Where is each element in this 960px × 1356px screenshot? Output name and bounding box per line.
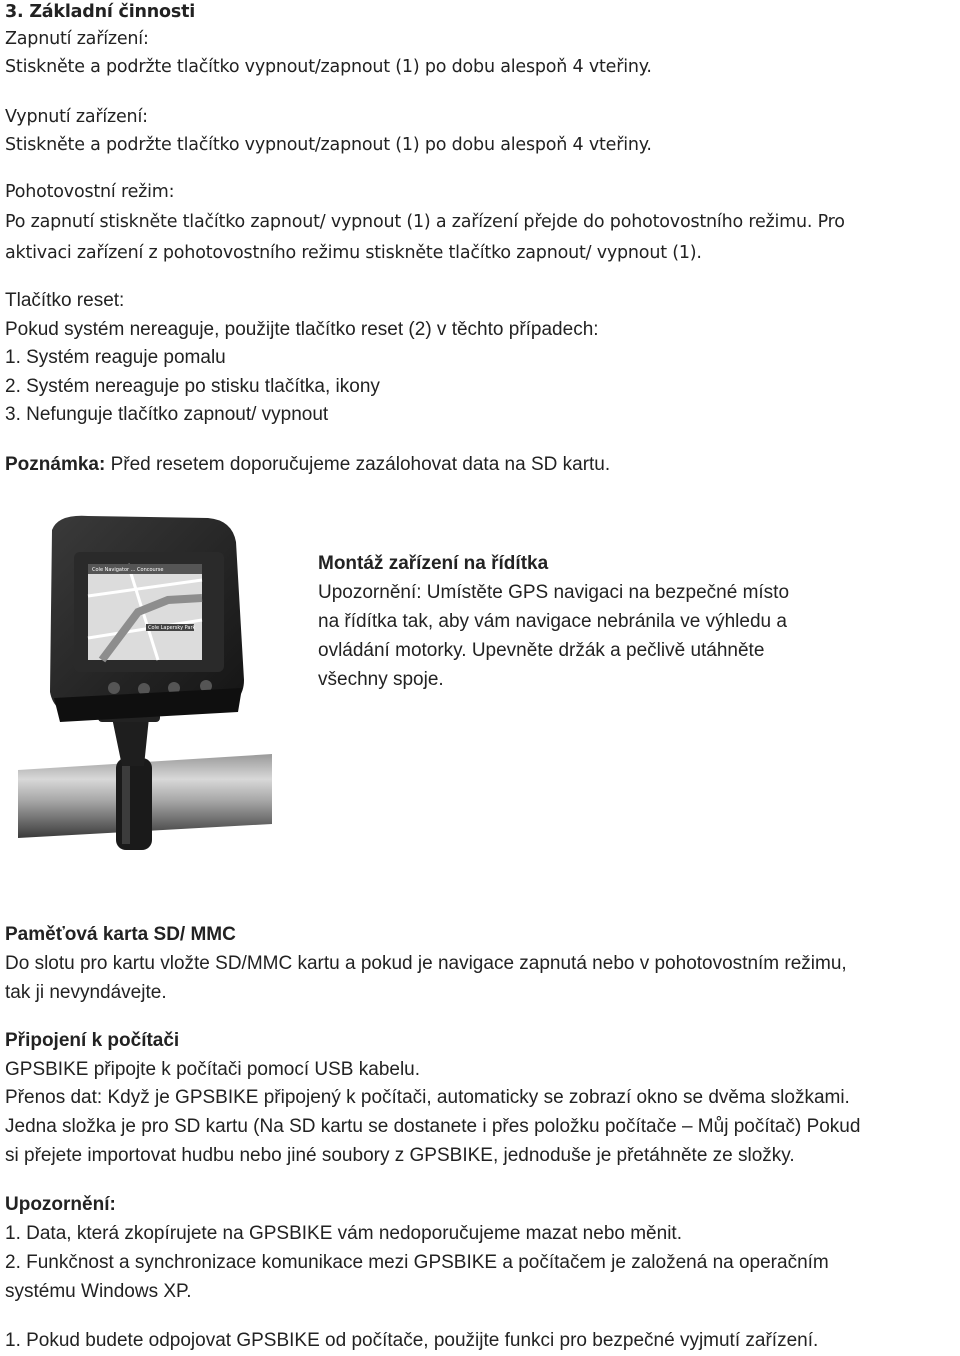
gps-handlebar-mount-photo (18, 508, 272, 892)
power-on-label: Zapnutí zařízení: (5, 29, 149, 49)
standby-label: Pohotovostní režim: (5, 182, 175, 202)
warning-title: Upozornění: (5, 1194, 116, 1215)
reset-item: 3. Nefunguje tlačítko zapnout/ vypnout (5, 404, 329, 425)
note-label: Poznámka: (5, 454, 106, 475)
warning-text-line: 2. Funkčnost a synchronizace komunikace mezi GPSBIKE a počítačem je založená na operačním (5, 1252, 829, 1273)
mount-text-line: Upozornění: Umístěte GPS navigaci na bezpečné místo (318, 582, 790, 603)
sd-card-title: Paměťová karta SD/ MMC (5, 924, 236, 945)
reset-intro: Pokud systém nereaguje, použijte tlačítko reset (2) v těchto případech: (5, 319, 599, 340)
power-off-text: Stiskněte a podržte tlačítko vypnout/zapnout (1) po dobu alespoň 4 vteřiny. (5, 135, 652, 155)
power-off-label: Vypnutí zařízení: (5, 107, 148, 127)
sd-card-text-line: Do slotu pro kartu vložte SD/MMC kartu a pokud je navigace zapnutá nebo v pohotovostním režimu, (5, 953, 847, 974)
reset-label: Tlačítko reset: (5, 290, 125, 311)
pc-connection-text-line: GPSBIKE připojte k počítači pomocí USB kabelu. (5, 1059, 421, 1080)
note-text: Před resetem doporučujeme zazálohovat data na SD kartu. (105, 454, 611, 475)
mount-text-line: na řídítka tak, aby vám navigace nebránila ve výhledu a (318, 611, 787, 632)
section-title: 3. Základní činnosti (5, 2, 196, 22)
warning-text-line: 1. Data, která zkopírujete na GPSBIKE vám nedoporučujeme mazat nebo měnit. (5, 1223, 682, 1244)
pc-connection-text-line: si přejete importovat hudbu nebo jiné soubory z GPSBIKE, jednoduše je přetáhněte ze složky. (5, 1145, 795, 1166)
mount-text-line: ovládání motorky. Upevněte držák a pečlivě utáhněte (318, 640, 765, 661)
reset-item: 2. Systém nereaguje po stisku tlačítka, ikony (5, 376, 380, 397)
map-street-label: Cole Navigator ... Concourse (92, 567, 164, 573)
mount-title: Montáž zařízení na řídítka (318, 553, 549, 574)
sd-card-text-line: tak ji nevyndávejte. (5, 982, 167, 1003)
warning-footer: 1. Pokud budete odpojovat GPSBIKE od počítače, použijte funkci pro bezpečné vyjmutí zařízení. (5, 1330, 819, 1351)
pc-connection-text-line: Přenos dat: Když je GPSBIKE připojený k počítači, automaticky se zobrazí okno se dvěma složkami. (5, 1087, 850, 1108)
pc-connection-title: Připojení k počítači (5, 1030, 180, 1051)
mount-text-line: všechny spoje. (318, 669, 444, 690)
map-street-label: Cole Lapersky Park (148, 625, 196, 631)
standby-text-line-2: aktivaci zařízení z pohotovostního režimu stiskněte tlačítko zapnout/ vypnout (1). (5, 243, 702, 263)
power-on-text: Stiskněte a podržte tlačítko vypnout/zapnout (1) po dobu alespoň 4 vteřiny. (5, 57, 652, 77)
pc-connection-text-line: Jedna složka je pro SD kartu (Na SD kartu se dostanete i přes položku počítače – Můj počítač) Pokud (5, 1116, 861, 1137)
note-paragraph (5, 453, 610, 477)
standby-text-line-1: Po zapnutí stiskněte tlačítko zapnout/ vypnout (1) a zařízení přejde do pohotovostního režimu. Pro (5, 212, 845, 232)
warning-text-line: systému Windows XP. (5, 1281, 192, 1302)
reset-item: 1. Systém reaguje pomalu (5, 347, 226, 368)
